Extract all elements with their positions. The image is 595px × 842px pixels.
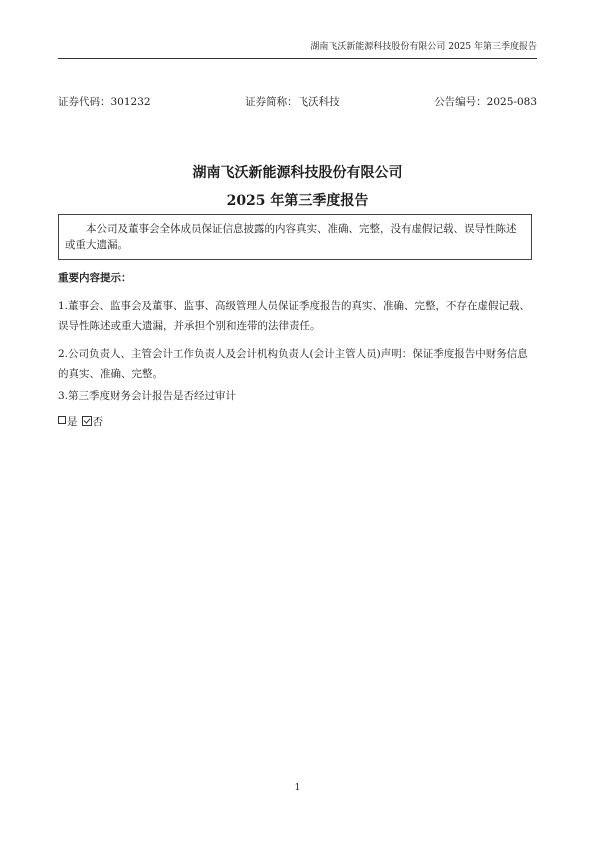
checkbox-yes-label: 是	[67, 416, 78, 428]
checkbox-yes-icon	[58, 416, 66, 424]
report-title: 2025 年第三季度报告	[226, 193, 369, 209]
page-number: 1	[294, 783, 301, 793]
important-note-2: 2.公司负责人、主管会计工作负责人及会计机构负责人(会计主管人员)声明：保证季度报告中财务信息的真实、准确、完整。	[58, 348, 528, 380]
audit-checkbox-group	[58, 412, 103, 432]
running-header-title: 湖南飞沃新能源科技股份有限公司 2025 年第三季度报告	[310, 42, 537, 52]
stock-code: 证券代码：301232	[58, 96, 151, 108]
disclosure-notice-text: 本公司及董事会全体成员保证信息披露的内容真实、准确、完整，没有虚假记载、误导性陈述或重大遗漏。	[65, 223, 517, 251]
checkbox-no-label: 否	[92, 416, 103, 428]
announcement-number: 公告编号：2025-083	[434, 96, 537, 108]
checkbox-no-checked-icon	[82, 416, 92, 426]
important-note-3: 3.第三季度财务会计报告是否经过审计	[58, 390, 237, 402]
stock-abbreviation: 证券简称：飞沃科技	[245, 96, 340, 108]
running-header	[58, 40, 537, 59]
company-title: 湖南飞沃新能源科技股份有限公司	[192, 165, 403, 181]
security-info-row	[58, 94, 537, 109]
important-notes-heading: 重要内容提示：	[58, 272, 132, 284]
disclosure-notice-box	[58, 214, 532, 260]
important-note-1: 1.董事会、监事会及董事、监事、高级管理人员保证季度报告的真实、准确、完整，不存在虚假记载、误导性陈述或重大遗漏，并承担个别和连带的法律责任。	[58, 300, 531, 332]
